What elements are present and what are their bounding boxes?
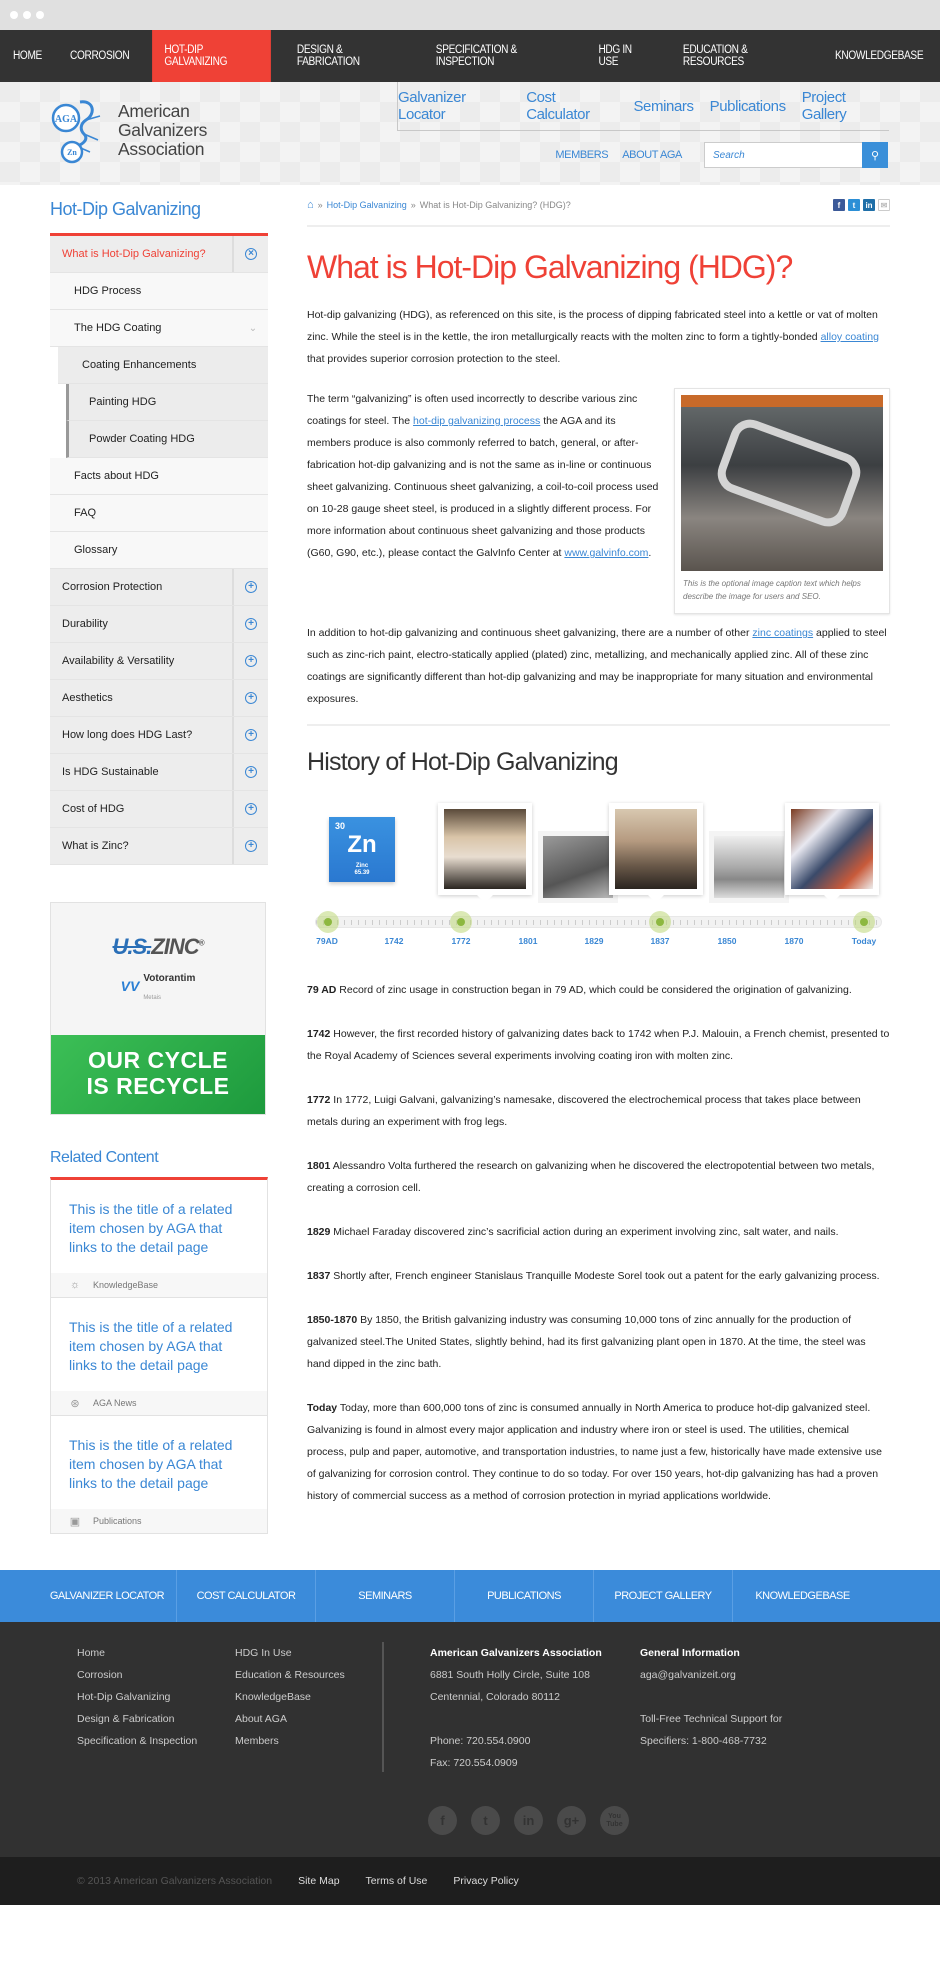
sidebar-item-label: Availability & Versatility — [62, 655, 175, 667]
section-divider — [307, 724, 890, 726]
page-title: What is Hot-Dip Galvanizing (HDG)? — [307, 249, 793, 285]
timeline-photo-1837[interactable] — [609, 803, 703, 895]
timeline-year[interactable]: 1801 — [518, 936, 538, 946]
votorantim-logo — [121, 968, 196, 1004]
breadcrumb-separator: » — [317, 200, 323, 210]
search-icon: ⚲ — [870, 149, 880, 162]
partner-sub: Metais — [143, 995, 161, 1001]
sidebar-item-what-is-hdg[interactable] — [50, 236, 268, 273]
sidebar — [50, 185, 268, 1534]
timeline-year[interactable]: 1742 — [384, 936, 404, 946]
zinc-element-tile[interactable] — [329, 817, 395, 882]
sidebar-item-label: Powder Coating HDG — [89, 433, 195, 445]
logo-line: American — [118, 100, 190, 121]
google-plus-icon[interactable]: g+ — [557, 1806, 586, 1835]
sidebar-item-label: FAQ — [74, 507, 97, 519]
element-symbol: Zn — [347, 831, 377, 858]
plus-circle-icon: + — [245, 618, 257, 630]
history-timeline — [307, 803, 890, 951]
related-item — [51, 1180, 267, 1298]
sidebar-item-label: Facts about HDG — [74, 470, 159, 482]
linkedin-icon[interactable]: in — [863, 199, 875, 211]
close-circle-icon: × — [245, 248, 257, 260]
plus-circle-icon: + — [245, 766, 257, 778]
window-dot — [23, 11, 31, 19]
site-footer — [0, 1622, 940, 1857]
support-text: Specifiers: 1-800-468-7732 — [640, 1735, 767, 1747]
historic-plant-photo — [714, 836, 784, 898]
expand-button[interactable] — [232, 606, 268, 642]
us-zinc-ad[interactable] — [50, 902, 266, 1115]
footer-links-col2 — [235, 1642, 345, 1752]
sidebar-item-facts[interactable] — [50, 458, 268, 495]
sidebar-item-label: Coating Enhancements — [82, 359, 197, 371]
sidebar-item-coating-enhancements[interactable] — [58, 347, 268, 384]
window-dot — [36, 11, 44, 19]
expand-button[interactable] — [232, 680, 268, 716]
expand-button[interactable] — [232, 569, 268, 605]
chevron-down-icon[interactable]: ⌄ — [248, 322, 258, 334]
quicklink-seminars[interactable]: Seminars — [633, 97, 694, 115]
breadcrumb-separator: » — [410, 200, 416, 210]
timeline-photo-today[interactable] — [785, 803, 879, 895]
votorantim-mark-icon: VV — [120, 978, 140, 994]
zinc-coatings-link[interactable]: zinc coatings — [752, 627, 814, 639]
email-link[interactable]: aga@galvanizeit.org — [640, 1669, 736, 1681]
footer-link[interactable]: Design & Fabrication — [77, 1713, 175, 1725]
footer-galvanizer-locator[interactable]: GALVANIZER LOCATOR — [38, 1570, 177, 1622]
sidebar-item-label: Is HDG Sustainable — [62, 766, 159, 778]
related-item-meta — [51, 1391, 267, 1415]
site-logo[interactable] — [50, 96, 207, 164]
footer-links-col1 — [77, 1642, 197, 1752]
plus-circle-icon: + — [245, 655, 257, 667]
sidebar-item-label: Corrosion Protection — [62, 581, 163, 593]
copyright: © 2013 American Galvanizers Association — [77, 1875, 273, 1887]
related-item — [51, 1298, 267, 1416]
browser-chrome — [0, 0, 940, 30]
sidebar-item-powder-coating-hdg[interactable] — [66, 421, 268, 458]
modern-galvanizing-photo — [791, 809, 873, 889]
hdg-process-link[interactable]: hot-dip galvanizing process — [413, 415, 541, 427]
footer-link[interactable]: Hot-Dip Galvanizing — [77, 1691, 171, 1703]
expand-button[interactable] — [232, 754, 268, 790]
book-icon: ▣ — [69, 1515, 81, 1528]
plus-circle-icon: + — [245, 692, 257, 704]
ad-slogan: OUR CYCLE IS RECYCLE — [51, 1035, 265, 1114]
email-icon[interactable]: ✉ — [878, 199, 890, 211]
sidebar-item-label: HDG Process — [74, 285, 142, 297]
quicklink-project-gallery[interactable]: Project Gallery — [801, 89, 847, 123]
sidebar-item-glossary[interactable] — [50, 532, 268, 569]
related-content-list — [50, 1177, 268, 1534]
utility-nav — [555, 142, 888, 168]
quick-links — [397, 82, 889, 131]
related-item — [51, 1416, 267, 1534]
sidebar-item-label: Painting HDG — [89, 396, 157, 408]
search-input[interactable] — [704, 142, 862, 168]
timeline-year[interactable]: 1772 — [451, 936, 471, 946]
footer-publications[interactable]: PUBLICATIONS — [455, 1570, 594, 1622]
history-entry: 79 AD Record of zinc usage in construction began in 79 AD, which could be considered the origination of galvanizing. — [307, 984, 852, 996]
timeline-year[interactable]: Today — [851, 936, 877, 946]
footer-general-info — [640, 1642, 782, 1752]
expand-button[interactable] — [232, 643, 268, 679]
site-header — [0, 82, 940, 185]
faraday-portrait — [615, 809, 697, 889]
main-navigation — [0, 30, 940, 82]
related-item-category: KnowledgeBase — [93, 1280, 159, 1290]
footer-divider — [382, 1642, 384, 1772]
timeline-track[interactable] — [315, 916, 882, 928]
general-info-title: General Information — [640, 1647, 740, 1659]
logo-line: Association — [118, 138, 205, 159]
sidebar-item-label: What is Zinc? — [62, 840, 129, 852]
nav-specification-inspection[interactable]: SPECIFICATION & INSPECTION — [435, 44, 517, 68]
sidebar-item-availability[interactable] — [50, 643, 268, 680]
address-line: Centennial, Colorado 80112 — [430, 1691, 560, 1703]
address-line: 6881 South Holly Circle, Suite 108 — [430, 1669, 590, 1681]
privacy-link[interactable]: Privacy Policy — [453, 1875, 519, 1887]
members-link[interactable]: MEMBERS — [555, 149, 609, 161]
plus-circle-icon: + — [245, 729, 257, 741]
footer-link[interactable]: Corrosion — [77, 1669, 123, 1681]
nav-corrosion[interactable]: CORROSION — [69, 50, 130, 62]
intro-paragraph: Hot-dip galvanizing (HDG), as referenced on this site, is the process of dipping fabricated steel into a kettle or vat of molten zinc. While the steel is in the kettle, the iron metallurgically reacts with the molten zinc to form a tightly-bonded alloy coating that provides superior corrosion protection to the steel. — [307, 309, 879, 365]
zinc-coatings-paragraph: In addition to hot-dip galvanizing and continuous sheet galvanizing, there are a number of other zinc coatings applied to steel such as zinc-rich paint, electro-statically applied (plated) zinc, metallizing, and mechanically applied zinc. All of these zinc coatings are significantly different than hot-dip galvanizing and may be inappropriate for many situation and environmental exposures. — [307, 627, 887, 705]
footer-quicklinks-bar — [0, 1570, 940, 1622]
partner-name: Votorantim — [143, 973, 196, 984]
sidebar-title: Hot-Dip Galvanizing — [50, 199, 201, 219]
footer-link[interactable]: Home — [77, 1647, 106, 1659]
expand-button[interactable] — [232, 791, 268, 827]
figure-caption: This is the optional image caption text which helps describe the image for users and SEO. — [683, 579, 861, 601]
twitter-icon[interactable]: t — [848, 199, 860, 211]
lightbulb-icon: ☼ — [69, 1279, 81, 1291]
sidebar-item-sustainable[interactable] — [50, 754, 268, 791]
sidebar-item-cost[interactable] — [50, 791, 268, 828]
footer-link[interactable]: Specification & Inspection — [77, 1735, 198, 1747]
sidebar-item-hdg-process[interactable] — [50, 273, 268, 310]
timeline-node-1837[interactable] — [649, 911, 671, 933]
alloy-coating-link[interactable]: alloy coating — [820, 331, 879, 343]
expand-button[interactable] — [232, 828, 268, 864]
terms-link[interactable]: Terms of Use — [365, 1875, 428, 1887]
quicklink-galvanizer-locator[interactable]: Galvanizer Locator — [398, 89, 466, 123]
history-entry: 1837 Shortly after, French engineer Stanislaus Tranquille Modeste Sorel took out a patent for the early galvanizing process. — [307, 1270, 880, 1282]
timeline-node-today[interactable] — [853, 911, 875, 933]
page-body — [0, 185, 940, 1534]
history-entry: Today Today, more than 600,000 tons of zinc is consumed annually in North America to produce hot-dip galvanized steel. Galvanizing is found in almost every major application and industry where iron or steel is used. The utilities, chemical process, pulp and paper, automotive, and transportation industries, to name just a few, historically have made extensive use of galvanizing for corrosion control. They continue to do so today. For over 150 years, hot-dip galvanizing has had a proven history of commercial success as a method of corrosion protection in myriad applications worldwide. — [307, 1402, 882, 1502]
breadcrumb-row — [307, 185, 890, 227]
logo-wordmark — [118, 102, 207, 159]
element-number: 30 — [335, 821, 346, 831]
related-item-link[interactable]: This is the title of a related item chosen by AGA that links to the detail page — [69, 1201, 233, 1255]
related-item-category: AGA News — [93, 1398, 137, 1408]
sidebar-item-label: The HDG Coating — [74, 322, 162, 334]
nav-hdg-in-use[interactable]: HDG IN USE — [598, 44, 633, 68]
sidebar-item-faq[interactable] — [50, 495, 268, 532]
breadcrumb-parent[interactable]: Hot-Dip Galvanizing — [326, 200, 407, 210]
related-content-title: Related Content — [50, 1149, 159, 1166]
facebook-icon[interactable]: f — [428, 1806, 457, 1835]
history-entry: 1850-1870 By 1850, the British galvanizing industry was consuming 10,000 tons of zinc annually for the production of galvanized steel.The United States, slightly behind, had its first galvanizing plant open in 1870. At the time, the steel was hand dipped in the zinc bath. — [307, 1314, 866, 1370]
element-name: Zinc 65.39 — [354, 863, 370, 876]
sidebar-item-label: What is Hot-Dip Galvanizing? — [62, 248, 206, 260]
timeline-node-79ad[interactable] — [317, 911, 339, 933]
galvanizing-kettle-photo — [681, 395, 883, 571]
nav-hot-dip-galvanizing[interactable]: HOT-DIP GALVANIZING — [152, 30, 271, 82]
footer-knowledgebase[interactable]: KNOWLEDGEBASE — [755, 1590, 850, 1602]
nav-home[interactable]: HOME — [12, 50, 42, 62]
share-buttons — [833, 199, 890, 211]
sidebar-item-label: Cost of HDG — [62, 803, 125, 815]
main-content — [307, 185, 890, 1534]
footer-bottom-bar — [0, 1857, 940, 1905]
plus-circle-icon: + — [245, 803, 257, 815]
sidebar-item-hdg-coating[interactable] — [50, 310, 268, 347]
breadcrumb — [307, 199, 571, 211]
social-links — [428, 1806, 629, 1835]
related-item-link[interactable]: This is the title of a related item chosen by AGA that links to the detail page — [69, 1319, 233, 1373]
timeline-year[interactable]: 79AD — [316, 936, 338, 946]
plus-circle-icon: + — [245, 581, 257, 593]
twitter-icon[interactable]: t — [471, 1806, 500, 1835]
history-entry: 1801 Alessandro Volta furthered the research on galvanizing when he discovered the electropotential between two metals, creating a corrosion cell. — [307, 1160, 875, 1194]
sidebar-item-aesthetics[interactable] — [50, 680, 268, 717]
phone: Phone: 720.554.0900 — [430, 1735, 531, 1747]
sidebar-item-durability[interactable] — [50, 606, 268, 643]
site-map-link[interactable]: Site Map — [298, 1875, 340, 1887]
timeline-photo-1772[interactable] — [438, 803, 532, 895]
logo-line: Galvanizers — [118, 119, 208, 140]
sidebar-item-corrosion-protection[interactable] — [50, 569, 268, 606]
nav-design-fabrication[interactable]: DESIGN & FABRICATION — [297, 44, 360, 68]
sidebar-item-painting-hdg[interactable] — [66, 384, 268, 421]
galvinfo-link[interactable]: www.galvinfo.com — [564, 547, 649, 559]
footer-link[interactable]: KnowledgeBase — [235, 1691, 311, 1703]
related-item-link[interactable]: This is the title of a related item chosen by AGA that links to the detail page — [69, 1437, 233, 1491]
us-zinc-logo: U.S.ZINC® — [112, 934, 204, 959]
timeline-node-1772[interactable] — [450, 911, 472, 933]
support-text: Toll-Free Technical Support for — [640, 1713, 783, 1725]
related-item-category: Publications — [93, 1516, 142, 1526]
nav-knowledgebase[interactable]: KNOWLEDGEBASE — [834, 50, 923, 62]
historic-photo — [543, 836, 613, 898]
fax: Fax: 720.554.0909 — [430, 1757, 518, 1769]
related-item-meta — [51, 1509, 267, 1533]
window-dot — [10, 11, 18, 19]
galvani-portrait — [444, 809, 526, 889]
broadcast-tower-icon: ⊛ — [70, 1397, 80, 1410]
youtube-icon[interactable]: You Tube — [600, 1806, 629, 1835]
timeline-year[interactable]: 1850 — [717, 936, 737, 946]
footer-link[interactable]: Members — [235, 1735, 279, 1747]
footer-cost-calculator[interactable]: COST CALCULATOR — [177, 1570, 316, 1622]
aga-logo-icon — [50, 96, 110, 164]
sidebar-item-label: Glossary — [74, 544, 118, 556]
collapse-button[interactable] — [232, 236, 268, 272]
timeline-year[interactable]: 1837 — [650, 936, 670, 946]
footer-link[interactable]: About AGA — [235, 1713, 287, 1725]
quicklink-publications[interactable]: Publications — [709, 97, 786, 115]
linkedin-icon[interactable]: in — [514, 1806, 543, 1835]
timeline-photo-1801[interactable] — [538, 831, 618, 903]
svg-text:Zn: Zn — [67, 148, 77, 157]
sidebar-item-label: Durability — [62, 618, 108, 630]
expand-button[interactable] — [232, 717, 268, 753]
footer-seminars[interactable]: SEMINARS — [316, 1570, 455, 1622]
content-figure — [674, 388, 890, 614]
svg-text:AGA: AGA — [54, 114, 78, 125]
timeline-year[interactable]: 1870 — [784, 936, 804, 946]
galvanizing-term-paragraph: The term “galvanizing” is often used incorrectly to describe various zinc coatings for steel. The hot-dip galvanizing process the AGA and its members produce is also commonly referred to batch, general, or after-fabrication hot-dip galvanizing and is not the same as in-line or continuous sheet galvanizing. Continuous sheet galvanizing, a coil-to-coil process used on 10-28 gauge sheet steel, is produced in a slightly different process. For more information about continuous sheet galvanizing and those products (G60, G90, etc.), please contact the GalvInfo Center at www.galvinfo.com. — [307, 393, 659, 559]
quicklink-cost-calculator[interactable]: Cost Calculator — [526, 89, 590, 123]
plus-circle-icon: + — [245, 840, 257, 852]
facebook-icon[interactable]: f — [833, 199, 845, 211]
footer-link[interactable]: Education & Resources — [235, 1669, 345, 1681]
about-aga-link[interactable]: ABOUT AGA — [622, 149, 682, 161]
breadcrumb-current: What is Hot-Dip Galvanizing? (HDG)? — [419, 200, 571, 210]
sidebar-item-label: Aesthetics — [62, 692, 113, 704]
section-nav — [50, 233, 268, 865]
search-form — [704, 142, 888, 168]
footer-link[interactable]: HDG In Use — [235, 1647, 292, 1659]
org-name: American Galvanizers Association — [430, 1647, 602, 1659]
ad-logo-area — [51, 903, 265, 1035]
home-icon[interactable]: ⌂ — [307, 199, 314, 211]
sidebar-item-what-is-zinc[interactable] — [50, 828, 268, 865]
footer-address — [430, 1642, 602, 1774]
footer-project-gallery[interactable]: PROJECT GALLERY — [594, 1570, 733, 1622]
search-button[interactable] — [862, 142, 888, 168]
sidebar-item-how-long[interactable] — [50, 717, 268, 754]
timeline-year[interactable]: 1829 — [584, 936, 604, 946]
sidebar-item-label: How long does HDG Last? — [62, 729, 193, 741]
related-item-meta — [51, 1273, 267, 1297]
paragraph-with-figure — [307, 388, 890, 614]
history-title: History of Hot-Dip Galvanizing — [307, 748, 618, 776]
timeline-photo-1850[interactable] — [709, 831, 789, 903]
nav-education-resources[interactable]: EDUCATION & RESOURCES — [682, 44, 748, 68]
history-entry: 1829 Michael Faraday discovered zinc’s sacrificial action during an experiment involving zinc, salt water, and nails. — [307, 1226, 839, 1238]
history-entry: 1772 In 1772, Luigi Galvani, galvanizing’s namesake, discovered the electrochemical process that takes place between metals during an experiment with frog legs. — [307, 1094, 861, 1128]
history-entry: 1742 However, the first recorded history of galvanizing dates back to 1742 when P.J. Malouin, a French chemist, presented to the Royal Academy of Sciences several experiments involving coating iron with molten zinc. — [307, 1028, 890, 1062]
